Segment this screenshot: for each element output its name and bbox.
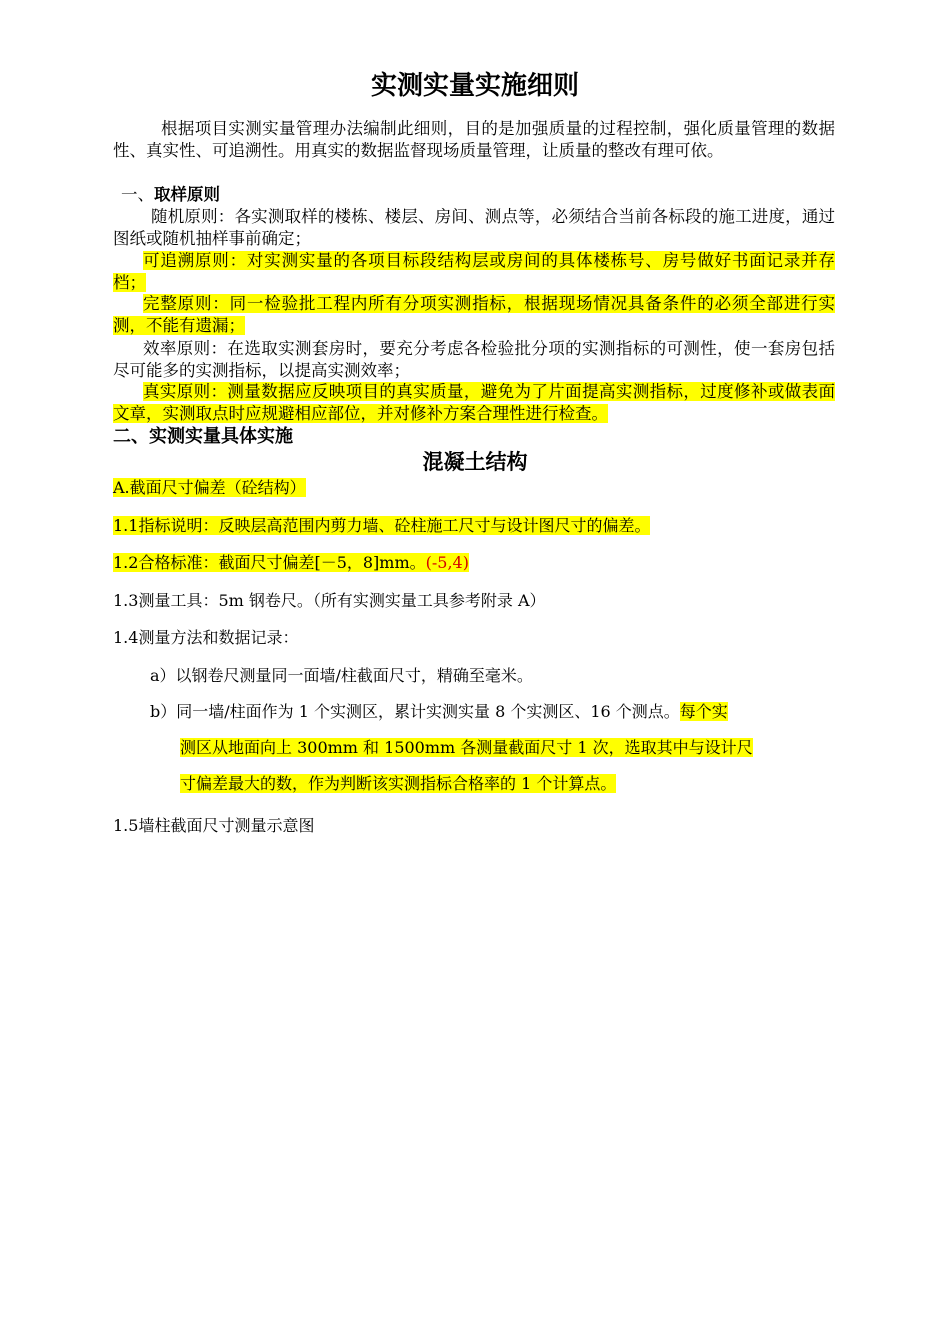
item-1-5: 1.5墙柱截面尺寸测量示意图: [113, 816, 315, 835]
section2-heading: 二、实测实量具体实施: [113, 426, 293, 447]
item-1-4-b-highlight-1: 每个实: [679, 702, 728, 721]
truth-principle: [113, 381, 835, 425]
traceable-principle-text: 可追溯原则：对实测实量的各项目标段结构层或房间的具体楼栋号、房号做好书面记录并存档；: [113, 251, 835, 292]
section1-heading: [113, 184, 843, 206]
item-1-2-text: [113, 553, 469, 572]
truth-principle-text: 真实原则：测量数据应反映项目的真实质量，避免为了片面提高实测指标，过度修补或做表面文章，实测取点时应规避相应部位，并对修补方案合理性进行检查。: [113, 382, 835, 423]
item-1-3: 1.3测量工具：5m 钢卷尺。（所有实测实量工具参考附录 A）: [113, 591, 546, 610]
item-a-title: [113, 476, 306, 500]
item-1-2-main: 1.2合格标准：截面尺寸偏差[－5，8]mm。: [113, 553, 426, 572]
intro-paragraph: 根据项目实测实量管理办法编制此细则，目的是加强质量的过程控制，强化质量管理的数据性、真实性、可追溯性。用真实的数据监督现场质量管理，让质量的整改有理可依。: [113, 119, 835, 160]
item-1-1: [113, 514, 650, 538]
traceable-principle: [113, 250, 835, 294]
item-1-4-b: [150, 694, 840, 802]
document-title: 实测实量实施细则: [370, 71, 579, 101]
item-1-4-b-plain: b）同一墙/柱面作为 1 个实测区，累计实测实量 8 个实测区、16 个测点。: [150, 702, 680, 721]
item-a-title-text: A.截面尺寸偏差（砼结构）: [113, 478, 306, 497]
section1-heading-num: 一、: [121, 185, 154, 204]
complete-principle-text: 完整原则：同一检验批工程内所有分项实测指标，根据现场情况具备条件的必须全部进行实测，不能有遗漏；: [113, 294, 835, 335]
item-1-4-a: a）以钢卷尺测量同一面墙/柱截面尺寸，精确至毫米。: [150, 666, 533, 685]
complete-principle: [113, 293, 835, 337]
random-principle: 随机原则：各实测取样的楼栋、楼层、房间、测点等，必须结合当前各标段的施工进度，通过图纸或随机抽样事前确定；: [113, 207, 835, 248]
item-1-2-red-note: (-5,4): [425, 553, 469, 572]
item-1-4: 1.4测量方法和数据记录：: [113, 628, 299, 647]
item-1-4-b-highlight-3: 寸偏差最大的数，作为判断该实测指标合格率的 1 个计算点。: [180, 774, 617, 793]
concrete-structure-subtitle: 混凝土结构: [422, 450, 528, 474]
item-1-4-b-highlight-2: 测区从地面向上 300mm 和 1500mm 各测量截面尺寸 1 次，选取其中与设计尺: [180, 738, 753, 757]
item-1-2: [113, 551, 469, 575]
efficiency-principle: 效率原则：在选取实测套房时，要充分考虑各检验批分项的实测指标的可测性，使一套房包括尽可能多的实测指标，以提高实测效率；: [113, 339, 835, 380]
section1-heading-text: 取样原则: [154, 185, 220, 204]
item-1-1-text: 1.1指标说明：反映层高范围内剪力墙、砼柱施工尺寸与设计图尺寸的偏差。: [113, 516, 651, 535]
